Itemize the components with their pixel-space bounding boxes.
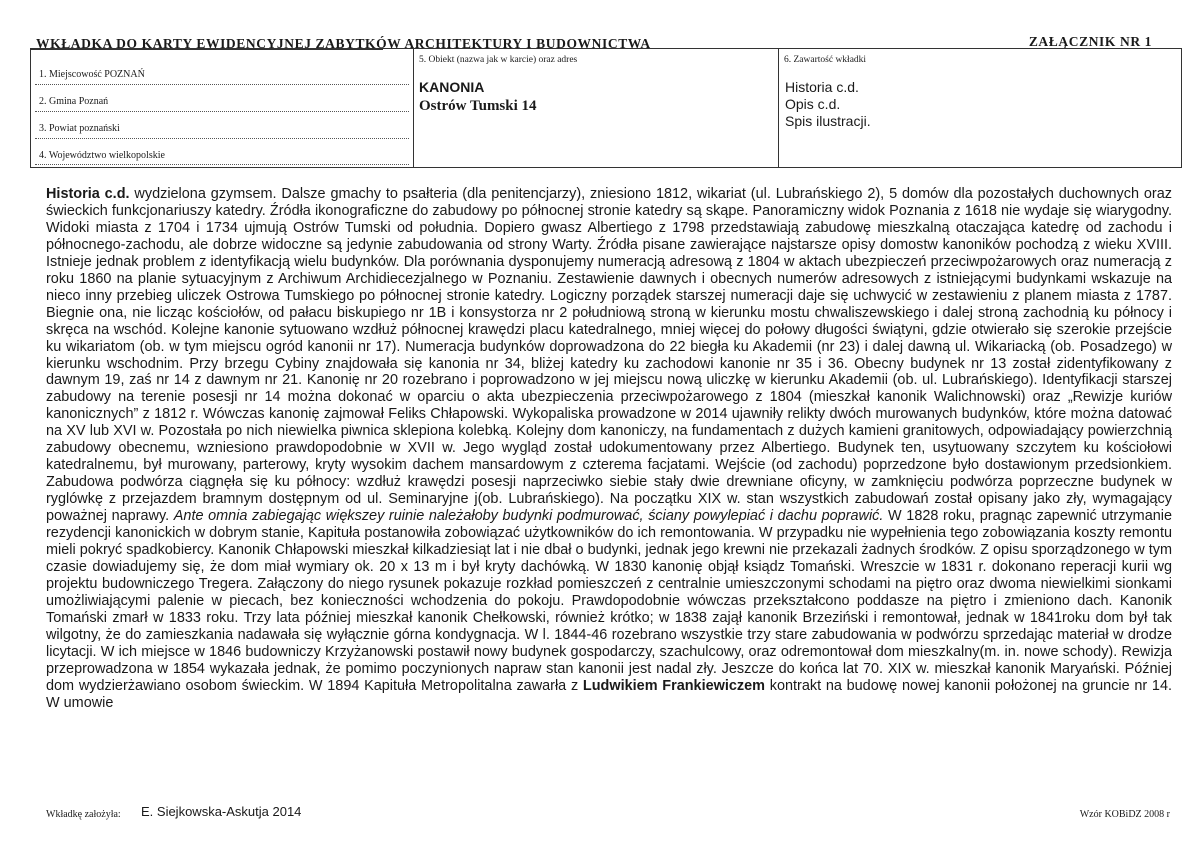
history-text — [46, 186, 1172, 810]
form-title: WKŁADKA DO KARTY EWIDENCYJNEJ ZABYTKÓW ARCHITEKTURY I BUDOWNICTWA — [36, 36, 651, 51]
field-underline — [35, 111, 409, 112]
contents-label: 6. Zawartość wkładki — [784, 55, 867, 65]
commune-field: 2. Gmina Poznań — [39, 96, 109, 107]
county-field: 3. Powiat poznański — [39, 123, 120, 134]
form-model: Wzór KOBiDZ 2008 r — [1079, 809, 1170, 820]
contents-item: Opis c.d. — [785, 96, 841, 112]
historical-quote: Ante omnia zabiegając większey ruinie należałoby budynki podmurować, ściany powylepiać i dachu poprawić. — [173, 508, 884, 525]
voivodeship-field: 4. Województwo wielkopolskie — [39, 150, 165, 161]
field-underline — [35, 164, 409, 165]
object-address: Ostrów Tumski 14 — [419, 98, 537, 114]
author-name: E. Siejkowska-Askutja 2014 — [141, 804, 302, 819]
field-underline — [35, 138, 409, 139]
object-name: KANONIA — [419, 79, 485, 95]
column-divider-1 — [413, 49, 414, 167]
body-paragraph-part: wydzielona gzymsem. Dalsze gmachy to psałteria (dla penitencjarzy), zniesiono 1812, wikariat (ul. Lubrańskiego 2), 5 domów dla pozostałych duchownych oraz świeckich funkcjonariuszy katedry. Źródła ikonograficzne do zabudowy po północnej stronie katedry są skąpe. Panoramiczny widok Poznania z 1618 nie wydaje się wiarygodny. Widoki miasta z 1704 i 1734 ujmują Ostrów Tumski od południa. Dopiero gwasz Albertiego z 1798 przedstawiają zabudowę mieszkalną otaczająca katedrę od zachodu i północnego-zachodu, ale dobrze widoczne są jedynie zabudowania od strony Warty. Źródła pisane zawierające najstarsze opisy domostw kanoników pochodzą z wieku XVIII. Istnieje jednak problem z identyfikacją wielu budynków. Dla porównania dysponujemy numeracją adresową z 1804 w aktach ubezpieczeń przeciwpożarowych oraz numeracją z roku 1860 na planie sytuacyjnym z Archiwum Archidiecezjalnego w Poznaniu. Zestawienie dawnych i obecnych numerów adresowych z istniejącymi budynkami wskazuje na nieco inny przebieg uliczek Ostrowa Tumskiego po północnej stronie katedry. Logiczny porządek starszej numeracji daje się uchwycić w zestawieniu z planem miasta z 1787. Biegnie ona, nie licząc kościołów, od pałacu biskupiego nr 1B i konsystorza nr 2 południową stroną w kierunku mostu chwaliszewskiego i dalej stroną zachodnią ku północy i skręca na wschód. Kolejne kanonie sytuowano wzdłuż północnej krawędzi placu katedralnego, mniej więcej do połowy długości świątyni, gdzie otwierało się szerokie przejście ku wikariatom (ob. w tym miejscu ogród kanonii nr 17). Numeracja budynków doprowadzona do 22 biegła ku Akademii (nr 23) i dalej dawną ul. Wikariacką (ob. Posadzego) w kierunku wschodnim. Przy brzegu Cybiny znajdowała się kanonia nr 34, bliżej katedry ku zachodowi kanonie nr 35 i 36. Obecny budynek nr 13 został zidentyfikowany z dawnym 19, zaś nr 14 z dawnym nr 21. Kanonię nr 20 rozebrano i poprowadzono w jej miejscu nową uliczkę w kierunku Akademii (ob. ul. Lubrańskiego). Identyfikacji starszej zabudowy na terenie posesji nr 14 można dokonać w oparciu o akta ubezpieczenia przeciwpożarowego z 1804 (mieszkał kanonik Walichnowski) oraz „Rewizje kuriów kanonicznych” z 1812 r. Wówczas kanonię zajmował Feliks Chłapowski. Wykopaliska prowadzone w 2014 ujawniły relikty dwóch murowanych budynków, które można datować na XV lub XVI w. Pozostała po nich niewielka piwnica sklepiona kolebką. Kolejny dom kanoniczy, na fundamentach z dużych kamieni granitowych, odpowiadający powierzchnią zabudowy obecnemu, wzniesiono prawdopodobnie w XVII w. Jego wygląd został udokumentowany przez Albertiego. Budynek ten, usytuowany szczytem ku kościołowi katedralnemu, był murowany, parterowy, kryty wysokim dachem mansardowym z czterema facjatami. Wejście (od zachodu) poprzedzone było dostawionym przedsionkiem. Zabudowa podwórza ciągnęła się ku północy: wzdłuż krawędzi posesji naprzeciwko siebie stały dwie drewniane oficyny, w zamknięciu podwórza poprzeczne budynek w ryglówkę z przejazdem bramnym dostępnym od ul. Seminaryjne j(ob. Lubrańskiego). Na początku XIX w. stan wszystkich zabudowań został opisany jako zły, wymagający poważnej naprawy. — [46, 186, 1172, 525]
contents-item: Historia c.d. — [785, 79, 859, 95]
body-paragraph-part: W 1828 roku, pragnąc zapewnić utrzymanie rezydencji kanonickich w dobrym stanie, Kapituła postanowiła zobowiązać użytkowników do ich remontowania. W przypadku nie wypełnienia tego zobowiązania koszty remontu mieli pokryć spadkobiercy. Kanonik Chłapowski mieszkał kilkadziesiąt lat i nie dbał o budynki, jednak jego krewni nie przekazali żadnych środków. Z opisu sporządzonego w tym czasie dowiadujemy się, że dom miał wymiary ok. 20 x 13 m i był kryty dachówką. W 1830 kanonię objął ksiądz Tomański. Wreszcie w 1831 r. dokonano reperacji kurii wg projektu budowniczego Tregera. Załączony do niego rysunek pokazuje rozkład pomieszczeń z centralnie umieszczonymi schodami na piętro oraz dwoma niewielkimi sionkami umożliwiającymi palenie w piecach, bez konieczności wchodzenia do pokoju. Prawdopodobnie wówczas przekształcono poddasze na piętro i zmieniono dach. Kanonik Tomański zmarł w 1833 roku. Trzy lata później mieszkał kanonik Chełkowski, również krótko; w 1838 zajął kanonik Brzeziński i remontował, jednak w 1841roku dom był tak wilgotny, że do zamieszkania nadawała się wyłącznie górna kondygnacja. W l. 1844-46 rozebrano wszystkie trzy stare zabudowania w podwórzu sprzedając materiał w drodze licytacji. W ich miejsce w 1846 budowniczy Krzyżanowski postawił nowy budynek gospodarczy, szachulcowy, oraz odremontował dom mieszkalny(m. in. nowe schody). Rewizja przeprowadzona w 1854 wykazała jednak, że pomimo poczynionych napraw stan kanonii jest nadal zły. Jeszcze do końca lat 70. XIX w. mieszkał kanonik Maryański. Później dom wydzierżawiano osobom świeckim. W 1894 Kapituła Metropolitalna zawarła z — [46, 508, 1172, 694]
column-divider-2 — [778, 49, 779, 167]
section-lead: Historia c.d. — [46, 186, 130, 202]
body-paragraph-part: kontrakt na budowę nowej kanonii położonej na gruncie nr 14. W umowie — [46, 677, 1172, 711]
attachment-number: ZAŁĄCZNIK NR 1 — [1028, 34, 1152, 49]
field-underline — [35, 84, 409, 85]
contractor-name: Ludwikiem Frankiewiczem — [582, 677, 765, 694]
contents-item: Spis ilustracji. — [785, 113, 871, 129]
title-underline — [31, 49, 383, 50]
locality-field: 1. Miejscowość POZNAŃ — [39, 69, 145, 80]
object-label: 5. Obiekt (nazwa jak w karcie) oraz adres — [419, 55, 578, 65]
header-fields-box — [30, 48, 1182, 168]
prepared-by-label: Wkładkę założyła: — [46, 809, 121, 820]
